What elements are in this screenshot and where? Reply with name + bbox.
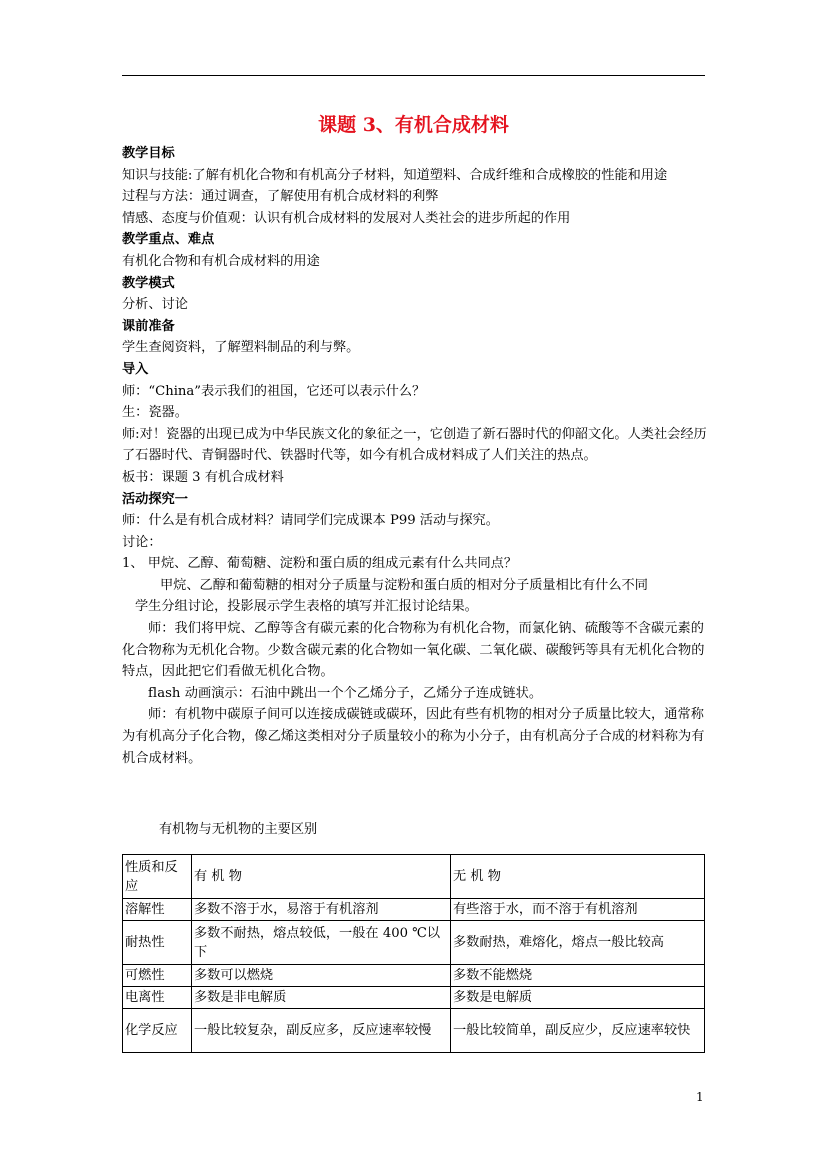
table-cell: 多数是非电解质 [192,987,451,1009]
paragraph-flash-demo: flash 动画演示：石油中跳出一个个乙烯分子，乙烯分子连成链状。 [148,685,543,701]
paragraph-organic-definition: 师：我们将甲烷、乙醇等含有碳元素的化合物称为有机化合物，而氯化钠、硫酸等不含碳元素的化合物称为无机化合物。少数含碳元素的化合物如一氧化碳、二氧化碳、碳酸钙等具有无机化合物的特点，因此把它们看做无机化合物。 [122,621,705,680]
question-2: 甲烷、乙醇和葡萄糖的相对分子质量与淀粉和蛋白质的相对分子质量相比有什么不同 [160,577,648,593]
table-cell: 多数是电解质 [451,987,705,1009]
question-1: 1、 甲烷、乙醇、葡萄糖、淀粉和蛋白质的组成元素有什么共同点？ [122,556,518,572]
activity-line-2: 讨论： [122,534,162,550]
table-cell: 耐热性 [123,921,192,965]
table-row [123,987,705,1009]
page-title: 课题 3、有机合成材料 [318,114,509,136]
table-cell: 多数耐热，难熔化，熔点一般比较高 [451,921,705,965]
table-cell: 多数不能燃烧 [451,965,705,987]
table-header-cell: 无 机 物 [451,855,705,899]
goals-heading: 教学目标 [122,146,175,161]
question-3: 学生分组讨论，投影展示学生表格的填写并汇报讨论结果。 [135,599,478,615]
table-caption: 有机物与无机物的主要区别 [159,822,318,837]
comparison-table [122,854,705,1053]
intro-line-3: 师:对！瓷器的出现已成为中华民族文化的象征之一，它创造了新石器时代的仰韶文化。人类社会经历了石器时代、青铜器时代、铁器时代等，如今有机合成材料成了人们关注的热点。 [122,426,707,464]
table-cell: 多数不耐热，熔点较低，一般在 400 ℃以下 [192,921,451,965]
intro-line-4: 板书：课题 3 有机合成材料 [122,469,284,485]
prep-text: 学生查阅资料，了解塑料制品的利与弊。 [122,340,360,356]
table-row [123,1009,705,1053]
header-rule [122,75,705,76]
table-cell: 溶解性 [123,899,192,921]
intro-line-1: 师：“China”表示我们的祖国，它还可以表示什么？ [122,383,426,399]
table-header-cell: 有 机 物 [192,855,451,899]
table-cell: 多数可以燃烧 [192,965,451,987]
goal-knowledge [122,165,708,187]
paragraph-polymer-definition: 师：有机物中碳原子间可以连接成碳链或碳环，因此有些有机物的相对分子质量比较大，通常称为有机高分子化合物，像乙烯这类相对分子质量较小的称为小分子，由有机高分子合成的材料称为有机合成材料。 [122,707,705,766]
page-number: 1 [696,1090,704,1104]
table-row [123,965,705,987]
goal-process: 过程与方法：通过调查，了解使用有机合成材料的利弊 [122,189,439,205]
activity-heading: 活动探究一 [122,491,188,507]
prep-heading: 课前准备 [122,318,175,334]
lesson-body [122,143,708,769]
table-header-cell: 性质和反应 [123,855,192,899]
table-row [123,921,705,965]
table-cell: 可燃性 [123,965,192,987]
goal-knowledge-label: 知识与技能: [122,167,193,183]
table-cell: 有些溶于水，而不溶于有机溶剂 [451,899,705,921]
intro-line-2: 生：瓷器。 [122,405,188,421]
table-cell: 一般比较简单，副反应少，反应速率较快 [451,1009,705,1053]
key-text: 有机化合物和有机合成材料的用途 [122,253,320,269]
mode-heading: 教学模式 [122,275,175,291]
goal-knowledge-text: 了解有机化合物和有机高分子材料，知道塑料、合成纤维和合成橡胶的性能和用途 [192,167,668,183]
key-heading: 教学重点、难点 [122,232,215,248]
goal-attitude: 情感、态度与价值观：认识有机合成材料的发展对人类社会的进步所起的作用 [122,210,571,226]
table-cell: 电离性 [123,987,192,1009]
table-row [123,899,705,921]
table-cell: 多数不溶于水，易溶于有机溶剂 [192,899,451,921]
table-cell: 化学反应 [123,1009,192,1053]
table-cell: 一般比较复杂，副反应多，反应速率较慢 [192,1009,451,1053]
intro-heading: 导入 [122,361,149,377]
activity-line-1: 师：什么是有机合成材料？请同学们完成课本 P99 活动与探究。 [122,513,499,529]
mode-text: 分析、讨论 [122,297,188,313]
table-header-row [123,855,705,899]
